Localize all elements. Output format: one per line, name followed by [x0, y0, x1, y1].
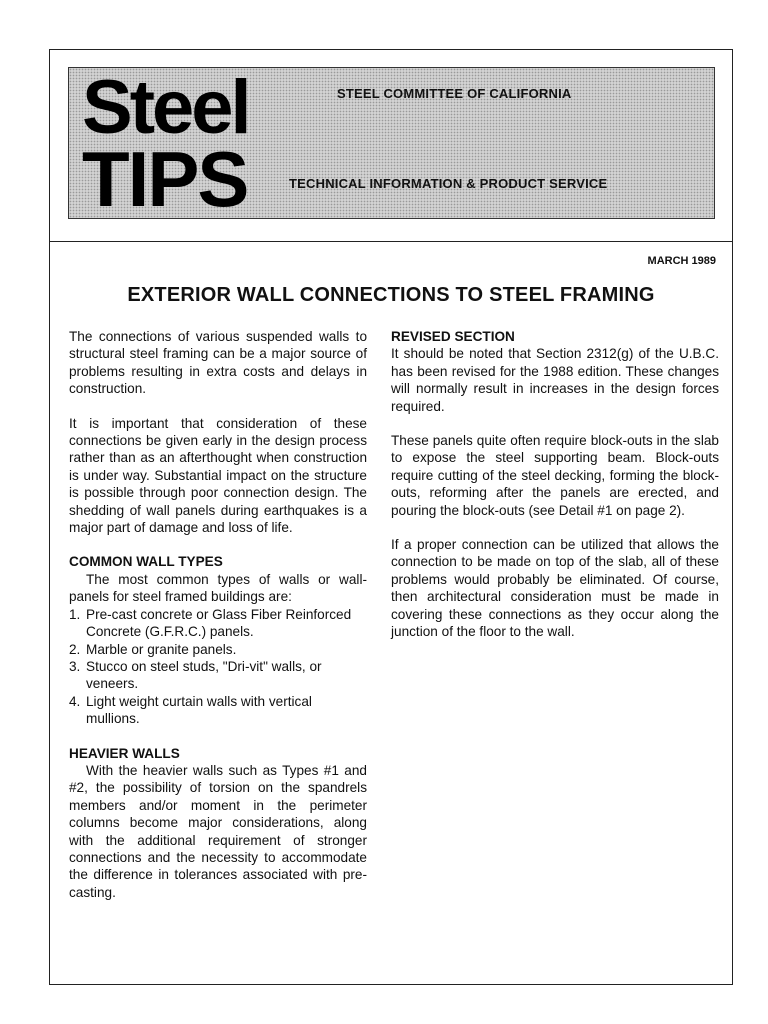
heavier-walls-paragraph: With the heavier walls such as Types #1 and #2, the possibility of torsion on the spandrels members and/or moment in the perimeter columns become major considerations, along with the additional requirement of stronger connections and the necessity to accommodate the difference in tolerances associated with pre-casting.: [69, 762, 367, 900]
revised-section-paragraph: It should be noted that Section 2312(g) of the U.B.C. has been revised for the 1988 edition. These changes will normally result in increases in the design forces required.: [391, 346, 719, 414]
logo-tips: TIPS: [82, 135, 248, 223]
importance-paragraph: It is important that consideration of these connections be given early in the design process rather than as an afterthought when construction is under way. Substantial impact on the structure is possible through poor connection design. The shedding of wall panels during earthquakes is a major part of damage and loss of life.: [69, 415, 367, 536]
masthead-banner: [68, 65, 715, 223]
list-text: Marble or granite panels.: [86, 641, 237, 657]
left-column: [69, 328, 367, 901]
logo-steel: Steel: [82, 65, 249, 150]
proper-connection-paragraph: If a proper connection can be utilized that allows the connection to be made on top of the slab, all of these problems would probably be eliminated. Of course, then architectural consideration must be made in covering these connections as they occur along the junction of the floor to the wall.: [391, 537, 719, 640]
common-wall-types-intro: The most common types of walls or wall-panels for steel framed buildings are:: [69, 571, 367, 605]
list-item: [69, 658, 367, 693]
banner-subtitle: TECHNICAL INFORMATION & PRODUCT SERVICE: [289, 176, 608, 191]
organization-name: STEEL COMMITTEE OF CALIFORNIA: [337, 86, 572, 101]
list-text: Pre-cast concrete or Glass Fiber Reinforced Concrete (G.F.R.C.) panels.: [86, 606, 352, 640]
list-text: Light weight curtain walls with vertical mullions.: [86, 693, 312, 727]
page-frame: [49, 49, 733, 985]
article-title: EXTERIOR WALL CONNECTIONS TO STEEL FRAMING: [127, 284, 655, 306]
revised-section-heading: REVISED SECTION: [391, 329, 515, 344]
issue-date: MARCH 1989: [647, 255, 716, 267]
list-item: [69, 693, 367, 728]
common-wall-types-heading: COMMON WALL TYPES: [69, 554, 223, 570]
right-column: [391, 328, 719, 658]
header-divider: [50, 241, 732, 242]
list-number: 1.: [69, 606, 81, 622]
list-item: [69, 641, 367, 658]
list-number: 2.: [69, 641, 81, 657]
wall-types-list: [69, 606, 367, 728]
block-outs-paragraph: These panels quite often require block-outs in the slab to expose the steel supporting beam. Block-outs require cutting of the steel decking, forming the block-outs, reforming after the panels are erected, and pouring the block-outs (see Detail #1 on page 2).: [391, 433, 719, 518]
heavier-walls-heading: HEAVIER WALLS: [69, 745, 180, 761]
list-number: 4.: [69, 693, 81, 709]
list-item: [69, 606, 367, 641]
list-text: Stucco on steel studs, "Dri-vit" walls, or veneers.: [86, 658, 322, 692]
list-number: 3.: [69, 658, 81, 674]
intro-paragraph: The connections of various suspended walls to structural steel framing can be a major source of problems resulting in extra costs and delays in construction.: [69, 329, 367, 397]
